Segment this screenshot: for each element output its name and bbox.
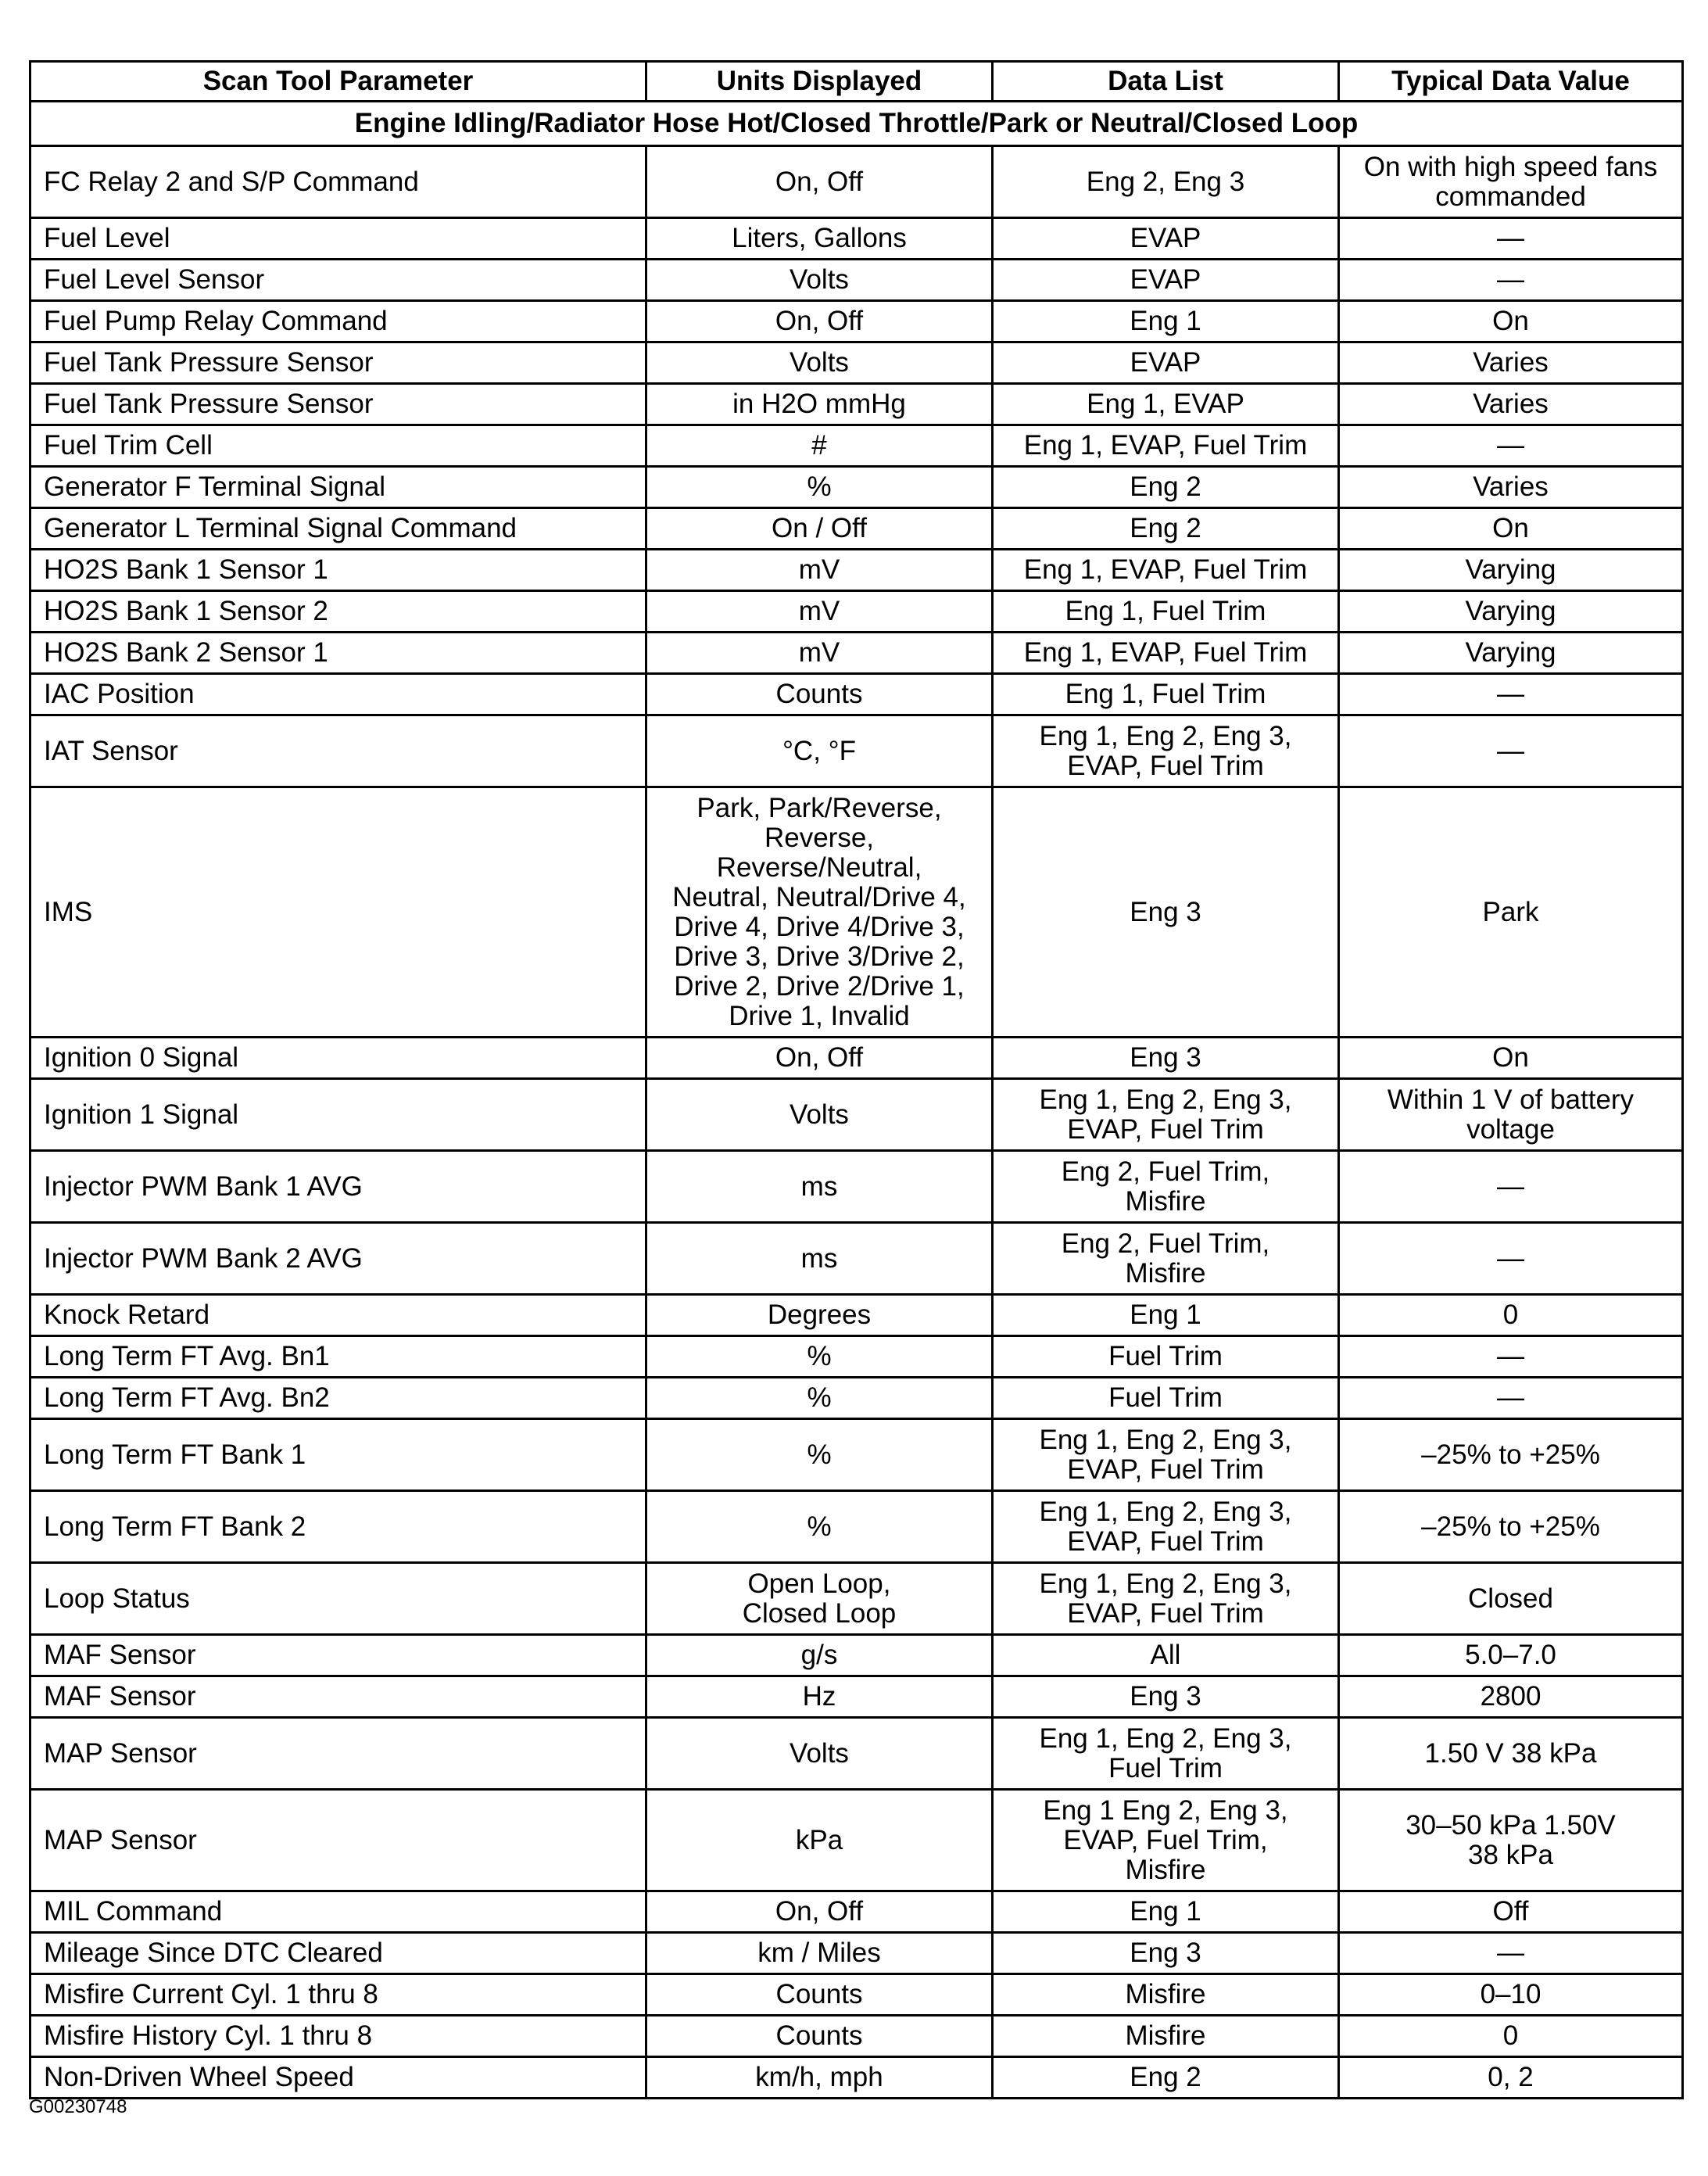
- table-row: [30, 1038, 1683, 1079]
- cell-scan-tool-parameter: HO2S Bank 1 Sensor 2: [30, 591, 646, 633]
- cell-data-list: EVAP: [993, 218, 1339, 260]
- cell-data-list: Eng 2: [993, 508, 1339, 550]
- cell-data-list: Eng 2, Fuel Trim, Misfire: [993, 1151, 1339, 1223]
- cell-scan-tool-parameter: IMS: [30, 787, 646, 1038]
- table-row: [30, 1151, 1683, 1223]
- cell-scan-tool-parameter: Non-Driven Wheel Speed: [30, 2057, 646, 2099]
- cell-typical-data-value: Closed: [1339, 1563, 1683, 1635]
- cell-typical-data-value: Varies: [1339, 467, 1683, 508]
- cell-data-list: Eng 1, EVAP: [993, 384, 1339, 425]
- cell-data-list: Eng 3: [993, 1038, 1339, 1079]
- table-row: [30, 715, 1683, 787]
- cell-units-displayed: mV: [646, 550, 993, 591]
- cell-units-displayed: Volts: [646, 1718, 993, 1790]
- cell-data-list: Eng 2, Fuel Trim, Misfire: [993, 1223, 1339, 1295]
- table-row: [30, 342, 1683, 384]
- table-row: [30, 508, 1683, 550]
- cell-data-list: Eng 2: [993, 2057, 1339, 2099]
- table-row: [30, 633, 1683, 674]
- table-row: [30, 384, 1683, 425]
- cell-data-list: Eng 2: [993, 467, 1339, 508]
- header-typical-data-value: Typical Data Value: [1339, 62, 1683, 102]
- cell-scan-tool-parameter: IAT Sensor: [30, 715, 646, 787]
- cell-typical-data-value: Varies: [1339, 384, 1683, 425]
- cell-scan-tool-parameter: Misfire Current Cyl. 1 thru 8: [30, 1974, 646, 2016]
- table-row: [30, 1933, 1683, 1974]
- cell-typical-data-value: —: [1339, 1378, 1683, 1419]
- cell-scan-tool-parameter: Fuel Tank Pressure Sensor: [30, 342, 646, 384]
- table-row: [30, 1295, 1683, 1336]
- cell-units-displayed: On, Off: [646, 146, 993, 218]
- cell-data-list: All: [993, 1635, 1339, 1676]
- cell-typical-data-value: —: [1339, 1933, 1683, 1974]
- cell-scan-tool-parameter: Fuel Level Sensor: [30, 260, 646, 301]
- cell-data-list: Eng 1, Eng 2, Eng 3, EVAP, Fuel Trim: [993, 1563, 1339, 1635]
- cell-typical-data-value: —: [1339, 1223, 1683, 1295]
- table-row: [30, 1223, 1683, 1295]
- table-row: [30, 1635, 1683, 1676]
- cell-data-list: Eng 1: [993, 1891, 1339, 1933]
- cell-scan-tool-parameter: MAF Sensor: [30, 1635, 646, 1676]
- cell-scan-tool-parameter: Long Term FT Bank 2: [30, 1491, 646, 1563]
- table-row: [30, 591, 1683, 633]
- cell-scan-tool-parameter: FC Relay 2 and S/P Command: [30, 146, 646, 218]
- cell-units-displayed: kPa: [646, 1790, 993, 1891]
- header-units-displayed: Units Displayed: [646, 62, 993, 102]
- cell-typical-data-value: On: [1339, 301, 1683, 342]
- cell-typical-data-value: 5.0–7.0: [1339, 1635, 1683, 1676]
- cell-data-list: Eng 2, Eng 3: [993, 146, 1339, 218]
- cell-units-displayed: %: [646, 1419, 993, 1491]
- cell-typical-data-value: Off: [1339, 1891, 1683, 1933]
- cell-typical-data-value: Varying: [1339, 550, 1683, 591]
- cell-scan-tool-parameter: Generator F Terminal Signal: [30, 467, 646, 508]
- cell-data-list: Eng 1, Eng 2, Eng 3, EVAP, Fuel Trim: [993, 1079, 1339, 1151]
- cell-typical-data-value: 2800: [1339, 1676, 1683, 1718]
- cell-typical-data-value: Varying: [1339, 633, 1683, 674]
- header-data-list: Data List: [993, 62, 1339, 102]
- cell-units-displayed: Open Loop, Closed Loop: [646, 1563, 993, 1635]
- cell-data-list: Eng 1, EVAP, Fuel Trim: [993, 633, 1339, 674]
- table-row: [30, 260, 1683, 301]
- cell-scan-tool-parameter: Injector PWM Bank 2 AVG: [30, 1223, 646, 1295]
- table-row: [30, 787, 1683, 1038]
- table-row: [30, 1419, 1683, 1491]
- cell-typical-data-value: 0: [1339, 1295, 1683, 1336]
- cell-data-list: EVAP: [993, 342, 1339, 384]
- cell-data-list: Misfire: [993, 1974, 1339, 2016]
- cell-data-list: Fuel Trim: [993, 1378, 1339, 1419]
- cell-units-displayed: On, Off: [646, 1038, 993, 1079]
- cell-units-displayed: Volts: [646, 1079, 993, 1151]
- cell-typical-data-value: 0–10: [1339, 1974, 1683, 2016]
- cell-units-displayed: ms: [646, 1223, 993, 1295]
- cell-data-list: Fuel Trim: [993, 1336, 1339, 1378]
- cell-scan-tool-parameter: MAF Sensor: [30, 1676, 646, 1718]
- cell-scan-tool-parameter: Loop Status: [30, 1563, 646, 1635]
- cell-typical-data-value: —: [1339, 674, 1683, 715]
- table-row: [30, 2057, 1683, 2099]
- cell-typical-data-value: Within 1 V of battery voltage: [1339, 1079, 1683, 1151]
- figure-id: G00230748: [29, 2096, 127, 2117]
- cell-data-list: Eng 1, EVAP, Fuel Trim: [993, 550, 1339, 591]
- table-row: [30, 1563, 1683, 1635]
- cell-units-displayed: #: [646, 425, 993, 467]
- table-row: [30, 425, 1683, 467]
- cell-units-displayed: mV: [646, 633, 993, 674]
- cell-typical-data-value: On with high speed fans commanded: [1339, 146, 1683, 218]
- cell-typical-data-value: —: [1339, 1151, 1683, 1223]
- cell-units-displayed: Liters, Gallons: [646, 218, 993, 260]
- cell-units-displayed: km/h, mph: [646, 2057, 993, 2099]
- cell-data-list: Eng 1, Eng 2, Eng 3, EVAP, Fuel Trim: [993, 1419, 1339, 1491]
- cell-scan-tool-parameter: Long Term FT Bank 1: [30, 1419, 646, 1491]
- cell-units-displayed: mV: [646, 591, 993, 633]
- cell-units-displayed: %: [646, 467, 993, 508]
- cell-data-list: Eng 3: [993, 1676, 1339, 1718]
- cell-typical-data-value: 1.50 V 38 kPa: [1339, 1718, 1683, 1790]
- cell-scan-tool-parameter: Long Term FT Avg. Bn1: [30, 1336, 646, 1378]
- cell-typical-data-value: —: [1339, 1336, 1683, 1378]
- table-row: [30, 467, 1683, 508]
- cell-typical-data-value: –25% to +25%: [1339, 1491, 1683, 1563]
- table-row: [30, 1676, 1683, 1718]
- cell-units-displayed: °C, °F: [646, 715, 993, 787]
- cell-scan-tool-parameter: Generator L Terminal Signal Command: [30, 508, 646, 550]
- cell-typical-data-value: On: [1339, 508, 1683, 550]
- cell-units-displayed: Counts: [646, 2016, 993, 2057]
- table-row: [30, 674, 1683, 715]
- cell-units-displayed: On, Off: [646, 301, 993, 342]
- cell-data-list: Eng 1, Eng 2, Eng 3, EVAP, Fuel Trim: [993, 715, 1339, 787]
- cell-scan-tool-parameter: Ignition 0 Signal: [30, 1038, 646, 1079]
- table-row: [30, 1079, 1683, 1151]
- cell-scan-tool-parameter: MIL Command: [30, 1891, 646, 1933]
- cell-units-displayed: Counts: [646, 1974, 993, 2016]
- cell-data-list: Eng 1, Eng 2, Eng 3, Fuel Trim: [993, 1718, 1339, 1790]
- cell-scan-tool-parameter: Fuel Level: [30, 218, 646, 260]
- cell-typical-data-value: Park: [1339, 787, 1683, 1038]
- scan-tool-data-table-container: [29, 60, 1681, 2099]
- header-scan-tool-parameter: Scan Tool Parameter: [30, 62, 646, 102]
- cell-data-list: Eng 1 Eng 2, Eng 3, EVAP, Fuel Trim, Misfire: [993, 1790, 1339, 1891]
- operating-condition: Engine Idling/Radiator Hose Hot/Closed Throttle/Park or Neutral/Closed Loop: [30, 102, 1683, 146]
- cell-typical-data-value: —: [1339, 218, 1683, 260]
- cell-typical-data-value: 30–50 kPa 1.50V 38 kPa: [1339, 1790, 1683, 1891]
- cell-units-displayed: Counts: [646, 674, 993, 715]
- table-row: [30, 1718, 1683, 1790]
- cell-scan-tool-parameter: Long Term FT Avg. Bn2: [30, 1378, 646, 1419]
- table-row: [30, 301, 1683, 342]
- cell-scan-tool-parameter: IAC Position: [30, 674, 646, 715]
- cell-scan-tool-parameter: Fuel Trim Cell: [30, 425, 646, 467]
- cell-scan-tool-parameter: Fuel Tank Pressure Sensor: [30, 384, 646, 425]
- cell-data-list: Eng 3: [993, 1933, 1339, 1974]
- cell-scan-tool-parameter: Misfire History Cyl. 1 thru 8: [30, 2016, 646, 2057]
- cell-data-list: Eng 1, Eng 2, Eng 3, EVAP, Fuel Trim: [993, 1491, 1339, 1563]
- cell-scan-tool-parameter: Knock Retard: [30, 1295, 646, 1336]
- cell-typical-data-value: —: [1339, 260, 1683, 301]
- cell-units-displayed: On, Off: [646, 1891, 993, 1933]
- scan-tool-data-table: [29, 60, 1684, 2099]
- cell-typical-data-value: —: [1339, 425, 1683, 467]
- cell-units-displayed: %: [646, 1336, 993, 1378]
- cell-typical-data-value: Varies: [1339, 342, 1683, 384]
- cell-units-displayed: ms: [646, 1151, 993, 1223]
- cell-typical-data-value: 0: [1339, 2016, 1683, 2057]
- table-row: [30, 2016, 1683, 2057]
- table-row: [30, 1974, 1683, 2016]
- cell-data-list: Misfire: [993, 2016, 1339, 2057]
- table-row: [30, 146, 1683, 218]
- condition-row: [30, 102, 1683, 146]
- table-row: [30, 1378, 1683, 1419]
- cell-typical-data-value: On: [1339, 1038, 1683, 1079]
- cell-data-list: Eng 1, Fuel Trim: [993, 591, 1339, 633]
- cell-units-displayed: %: [646, 1378, 993, 1419]
- cell-units-displayed: Volts: [646, 342, 993, 384]
- cell-units-displayed: km / Miles: [646, 1933, 993, 1974]
- cell-units-displayed: Degrees: [646, 1295, 993, 1336]
- header-row: [30, 62, 1683, 102]
- cell-scan-tool-parameter: Injector PWM Bank 1 AVG: [30, 1151, 646, 1223]
- table-row: [30, 1790, 1683, 1891]
- cell-units-displayed: On / Off: [646, 508, 993, 550]
- cell-typical-data-value: Varying: [1339, 591, 1683, 633]
- cell-scan-tool-parameter: Fuel Pump Relay Command: [30, 301, 646, 342]
- cell-units-displayed: Volts: [646, 260, 993, 301]
- cell-scan-tool-parameter: Mileage Since DTC Cleared: [30, 1933, 646, 1974]
- table-row: [30, 550, 1683, 591]
- cell-scan-tool-parameter: Ignition 1 Signal: [30, 1079, 646, 1151]
- table-row: [30, 1336, 1683, 1378]
- cell-data-list: Eng 1, Fuel Trim: [993, 674, 1339, 715]
- cell-typical-data-value: –25% to +25%: [1339, 1419, 1683, 1491]
- cell-data-list: EVAP: [993, 260, 1339, 301]
- table-row: [30, 218, 1683, 260]
- table-row: [30, 1491, 1683, 1563]
- cell-units-displayed: Park, Park/Reverse, Reverse, Reverse/Neutral, Neutral, Neutral/Drive 4, Drive 4, Drive 4/Drive 3, Drive 3, Drive 3/Drive 2, Drive 2, Drive 2/Drive 1, Drive 1, Invalid: [646, 787, 993, 1038]
- table-row: [30, 1891, 1683, 1933]
- cell-typical-data-value: —: [1339, 715, 1683, 787]
- cell-data-list: Eng 3: [993, 787, 1339, 1038]
- cell-data-list: Eng 1: [993, 1295, 1339, 1336]
- cell-scan-tool-parameter: MAP Sensor: [30, 1718, 646, 1790]
- cell-data-list: Eng 1, EVAP, Fuel Trim: [993, 425, 1339, 467]
- cell-units-displayed: in H2O mmHg: [646, 384, 993, 425]
- cell-data-list: Eng 1: [993, 301, 1339, 342]
- cell-units-displayed: g/s: [646, 1635, 993, 1676]
- cell-units-displayed: Hz: [646, 1676, 993, 1718]
- cell-scan-tool-parameter: HO2S Bank 2 Sensor 1: [30, 633, 646, 674]
- cell-units-displayed: %: [646, 1491, 993, 1563]
- cell-typical-data-value: 0, 2: [1339, 2057, 1683, 2099]
- cell-scan-tool-parameter: HO2S Bank 1 Sensor 1: [30, 550, 646, 591]
- cell-scan-tool-parameter: MAP Sensor: [30, 1790, 646, 1891]
